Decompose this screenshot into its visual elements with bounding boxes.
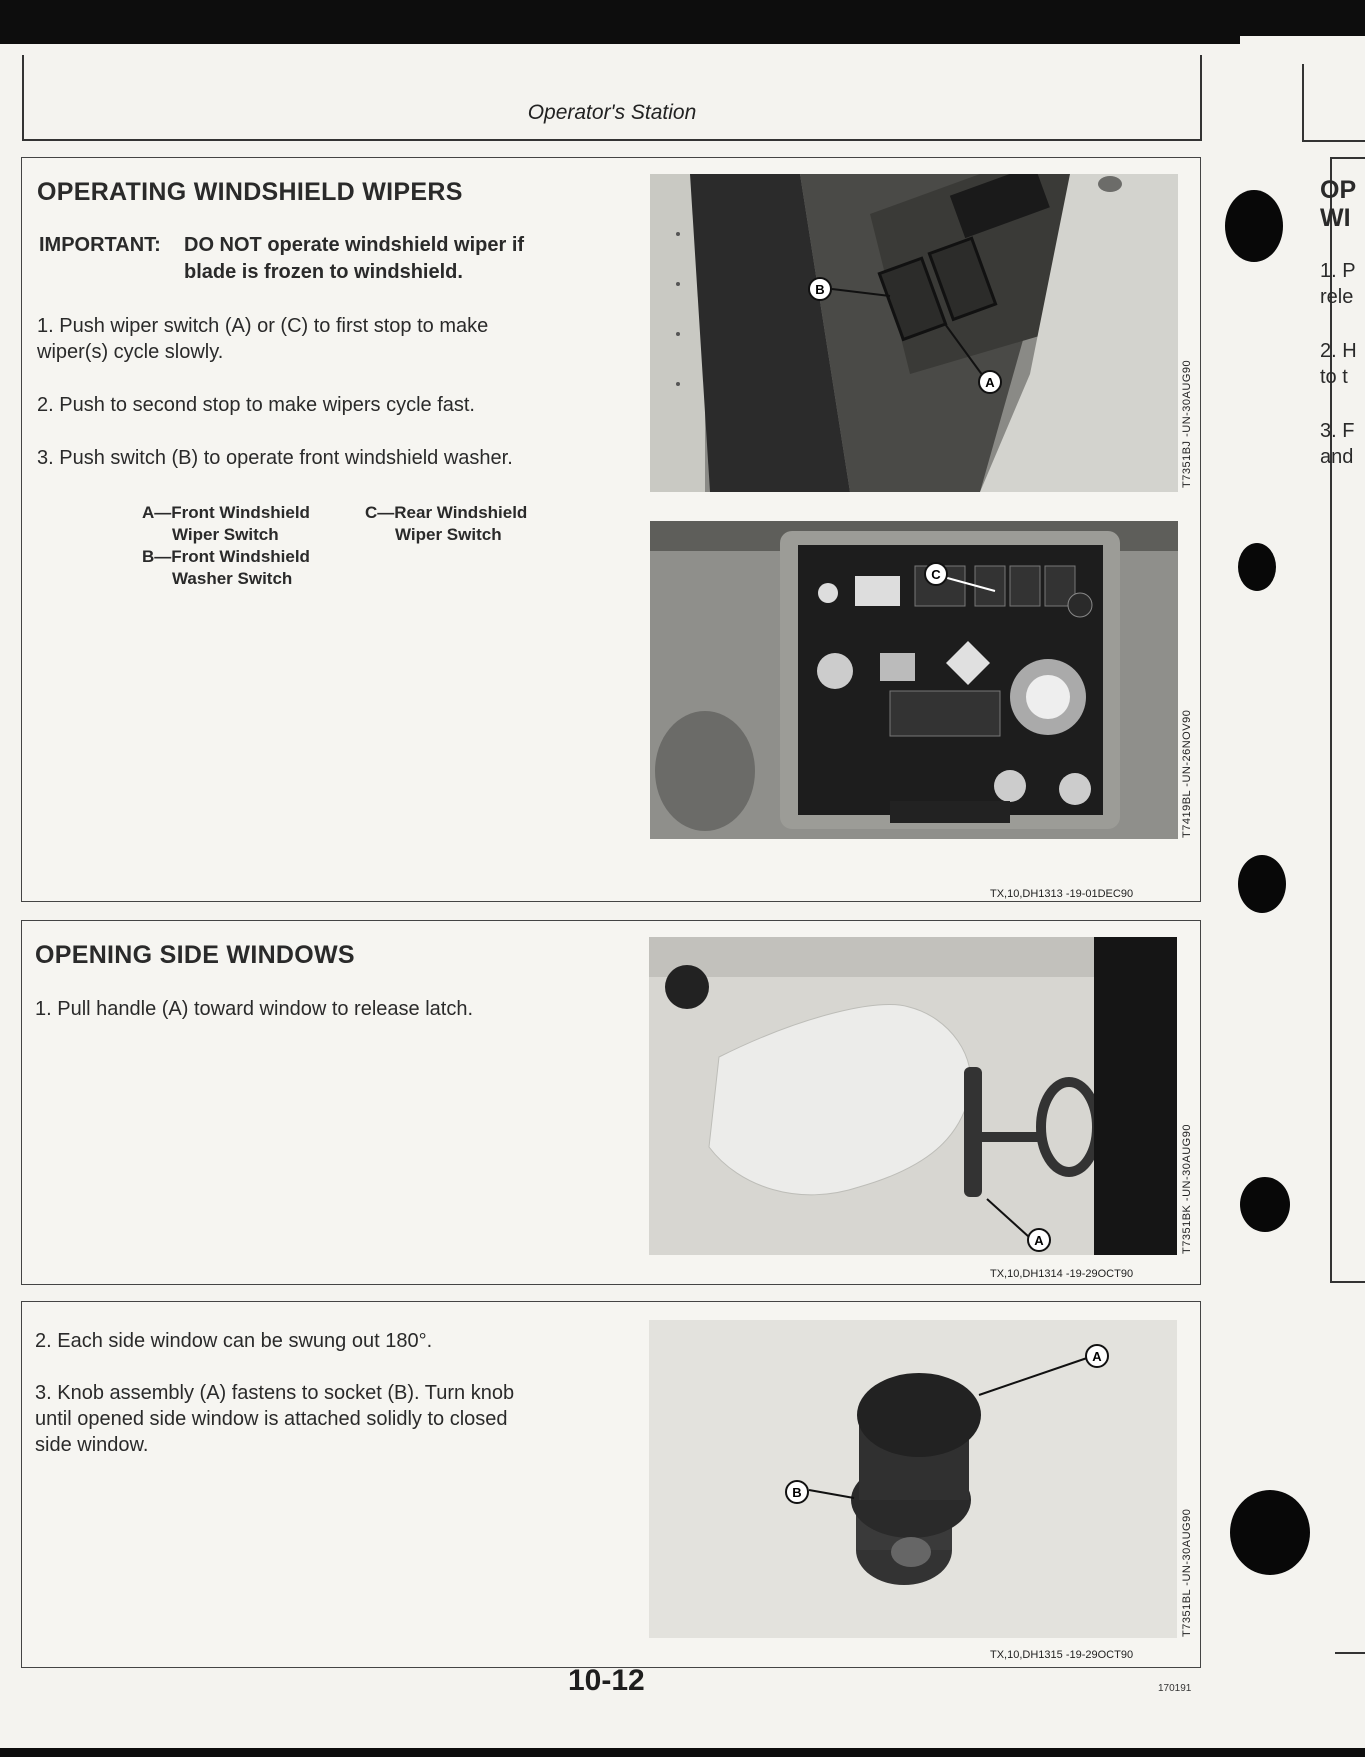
legend-a-cont: Wiper Switch (172, 525, 279, 544)
callout-a: A (1034, 1233, 1044, 1248)
adjacent-page-mark (1335, 1652, 1365, 1654)
page-header-frame (22, 55, 1202, 141)
figure-code-1: T7351BJ -UN-30AUG90 (1181, 359, 1193, 488)
photo-knob-assembly (649, 1320, 1177, 1638)
legend-c-cont: Wiper Switch (395, 525, 502, 544)
page-number: 10-12 (568, 1664, 645, 1697)
section-side-windows (21, 920, 1201, 1285)
adjacent-step-1 (1320, 258, 1356, 310)
adjacent-step-3-a: 3. F (1320, 420, 1355, 442)
scan-bottom-bar (0, 1748, 1365, 1757)
binder-hole-2 (1238, 543, 1276, 591)
photo-wiper-switches (650, 174, 1178, 492)
callout-b: B (792, 1485, 802, 1500)
step-1 (37, 313, 617, 365)
figure-code-3: T7351BK -UN-30AUG90 (1181, 1124, 1193, 1254)
step-1: 1. Pull handle (A) toward window to release latch. (35, 998, 474, 1020)
binder-hole-5 (1230, 1490, 1310, 1575)
step-3: 3. Push switch (B) to operate front windshield washer. (37, 447, 513, 469)
binder-hole-4 (1240, 1177, 1290, 1232)
step-2: 2. Push to second stop to make wipers cycle fast. (37, 394, 475, 416)
section-swing-windows (21, 1301, 1201, 1668)
important-label: IMPORTANT: (39, 234, 161, 256)
step-3 (35, 1380, 615, 1458)
legend-right (365, 502, 527, 546)
callout-a: A (1092, 1349, 1102, 1364)
important-text-line1: DO NOT operate windshield wiper if (184, 234, 525, 256)
step-1-line1: 1. Push wiper switch (A) or (C) to first stop to make (37, 315, 489, 337)
figure-reference: TX,10,DH1315 -19-29OCT90 (990, 1649, 1134, 1661)
step-3-line2: until opened side window is attached solidly to closed (35, 1408, 508, 1430)
legend-c: C—Rear Windshield (365, 503, 528, 522)
callout-c: C (931, 567, 941, 582)
callout-b: B (815, 282, 825, 297)
important-notice (39, 232, 524, 286)
figure-reference: TX,10,DH1313 -19-01DEC90 (990, 888, 1134, 900)
section-title: OPERATING WINDSHIELD WIPERS (37, 178, 463, 206)
adjacent-step-2-a: 2. H (1320, 340, 1357, 362)
print-date-code: 170191 (1158, 1683, 1192, 1694)
adjacent-title-line2: WI (1320, 204, 1351, 232)
legend-b-cont: Washer Switch (172, 569, 293, 588)
adjacent-step-3-b: and (1320, 446, 1354, 468)
scan-top-bar (0, 0, 1365, 44)
page-header-title: Operator's Station (527, 101, 697, 124)
adjacent-header-frame (1302, 64, 1365, 142)
step-2: 2. Each side window can be swung out 180°. (35, 1330, 433, 1352)
adjacent-step-2-b: to t (1320, 366, 1348, 388)
adjacent-section-frame (1330, 157, 1365, 1283)
section-windshield-wipers (21, 157, 1201, 902)
adjacent-step-1-b: rele (1320, 286, 1354, 308)
section-title: OPENING SIDE WINDOWS (35, 941, 355, 969)
photo-window-handle (649, 937, 1177, 1255)
step-1-line2: wiper(s) cycle slowly. (37, 341, 224, 363)
legend-a: A—Front Windshield (142, 503, 310, 522)
binder-hole-3 (1238, 855, 1286, 913)
binder-hole-1 (1225, 190, 1283, 262)
adjacent-step-1-a: 1. P (1320, 260, 1356, 282)
step-3-line3: side window. (35, 1434, 149, 1456)
figure-code-2: T7419BL -UN-26NOV90 (1181, 709, 1193, 838)
legend-left (142, 502, 310, 590)
important-text-line2: blade is frozen to windshield. (184, 261, 463, 283)
legend-b: B—Front Windshield (142, 547, 310, 566)
photo-control-panel (650, 521, 1178, 839)
adjacent-step-3 (1320, 418, 1354, 470)
figure-code-4: T7351BL -UN-30AUG90 (1181, 1508, 1193, 1637)
callout-a: A (985, 375, 995, 390)
adjacent-title-line1: OP (1320, 176, 1357, 204)
adjacent-step-2 (1320, 338, 1357, 390)
adjacent-section-title (1320, 176, 1356, 232)
figure-reference: TX,10,DH1314 -19-29OCT90 (990, 1268, 1134, 1280)
step-3-line1: 3. Knob assembly (A) fastens to socket (B). Turn knob (35, 1382, 515, 1404)
